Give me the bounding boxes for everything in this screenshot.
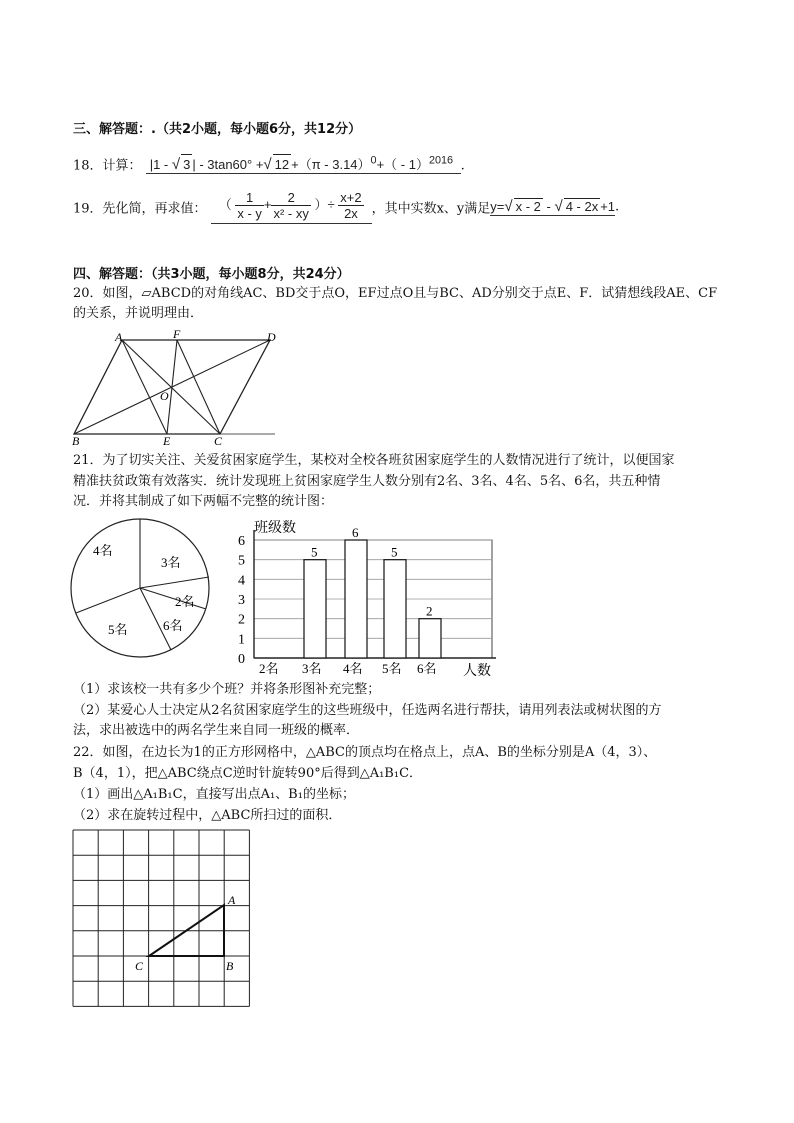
q22-sub2: （2）求在旋转过程中，△ABC所扫过的面积． — [73, 808, 342, 823]
label-O: O — [160, 389, 169, 403]
label-B: B — [72, 434, 80, 445]
grid-label-A: A — [228, 893, 236, 907]
x-tick-6名: 6名 — [417, 661, 437, 676]
parallelogram-figure — [70, 330, 285, 445]
grid-figure — [72, 829, 257, 1011]
q19-frac3-den: 2x — [344, 206, 358, 221]
section4-title: 四、解答题：（共3小题，每小题8分，共24分） — [73, 267, 350, 282]
q18-exp2016: 2016 — [428, 155, 454, 167]
segment-ef — [167, 340, 177, 434]
bar-value-6名: 2 — [426, 603, 433, 619]
pie-divider-2 — [140, 577, 209, 588]
x-tick-2名: 2名 — [259, 661, 279, 676]
segment-cf — [177, 340, 220, 434]
q19-frac2-num: 2 — [271, 190, 310, 206]
q19-lparen: （ — [218, 196, 232, 212]
grid-label-C: C — [135, 959, 144, 973]
q18-root1: 3 — [181, 154, 192, 175]
y-tick-1: 1 — [238, 632, 245, 648]
q21-line2: 精准扶贫政策有效落实．统计发现班上贫困家庭学生人数分别有2名、3名、4名、5名、6名，共五种情 — [73, 474, 661, 489]
q18-part1: |1 - — [149, 157, 172, 173]
q18-label: 18．计算： — [73, 158, 142, 174]
label-C: C — [214, 434, 223, 445]
x-tick-3名: 3名 — [302, 661, 322, 676]
q19-frac1-num: 1 — [235, 190, 264, 206]
label-A: A — [115, 330, 123, 344]
q22-sub1: （1）画出△A₁B₁C，直接写出点A₁、B₁的坐标； — [73, 787, 355, 802]
label-F: F — [173, 330, 181, 341]
q19-cond-root2: 4 - 2x — [565, 199, 599, 214]
q19-rparen: ）÷ — [314, 196, 335, 212]
q18-expression: |1 - √ 3 | - 3tan60° +√ 12 +（π - 3.14）$^0$+（ - 1）$^{2016}$ — [146, 157, 461, 174]
pie-divider-3 — [140, 588, 206, 609]
pie-label-3: 3名 — [161, 555, 181, 570]
pie-chart — [70, 515, 215, 680]
q19-frac2-den: x² - xy — [273, 206, 309, 221]
pie-label-4: 4名 — [93, 543, 113, 558]
q21-sub1: （1）求该校一共有多少个班？并将条形图补充完整； — [73, 682, 381, 697]
bar-4名 — [345, 540, 367, 658]
q18-root2: 12 — [273, 154, 291, 175]
label-D: D — [267, 330, 276, 344]
bar-value-5名: 5 — [391, 544, 398, 560]
q19-frac3-num: x+2 — [340, 190, 362, 205]
q21-line3: 况．并将其制成了如下两幅不完整的统计图： — [73, 494, 334, 509]
q19-cond-end: +1 — [600, 199, 616, 214]
x-tick-5名: 5名 — [382, 661, 402, 676]
q18-part2: | - 3tan60° + — [192, 157, 264, 173]
x-tick-4名: 4名 — [343, 661, 363, 676]
q19-frac3 — [338, 190, 363, 221]
section3-title: 三、解答题：.（共2小题，每小题6分，共12分） — [73, 122, 362, 137]
bar-5名 — [384, 560, 406, 658]
bar-value-4名: 6 — [352, 525, 359, 540]
x-axis-title: 人数 — [463, 664, 491, 679]
bar-value-3名: 5 — [311, 544, 318, 560]
y-tick-0: 0 — [238, 652, 245, 667]
q21-line1: 21．为了切实关注、关爱贫困家庭学生，某校对全校各班贫困家庭学生的人数情况进行了统计，以便国家 — [73, 453, 675, 468]
y-tick-2: 2 — [238, 612, 245, 628]
q19-frac2 — [271, 190, 310, 221]
y-tick-4: 4 — [238, 573, 245, 589]
y-tick-6: 6 — [238, 534, 245, 549]
y-axis-title: 班级数 — [254, 521, 296, 536]
q19-label: 19．先化简，再求值： — [73, 201, 207, 217]
bar-3名 — [304, 560, 326, 658]
bar-6名 — [419, 619, 441, 658]
q19-end: . — [615, 199, 620, 215]
q21-sub2-line1: （2）某爱心人士决定从2名贫困家庭学生的这些班级中，任选两名进行帮扶，请用列表法或树状图的方 — [73, 703, 662, 718]
q18-exp0: 0 — [370, 155, 377, 167]
q19-condition: y=√ x - 2 - √ 4 - 2x +1 — [490, 198, 616, 215]
pie-label-6: 6名 — [163, 618, 183, 633]
q19-cond-y: y= — [490, 199, 505, 214]
q19-frac1-den: x - y — [237, 206, 262, 221]
y-tick-3: 3 — [238, 593, 245, 608]
q19-cond-root1: x - 2 — [515, 199, 541, 214]
q19-expression — [211, 190, 372, 224]
q19-plus: + — [263, 196, 272, 212]
pie-divider-5 — [76, 588, 140, 613]
q22-line2: B（4，1），把△ABC绕点C逆时针旋转90°后得到△A₁B₁C． — [73, 766, 423, 781]
q21-sub2-line2: 法，求出被选中的两名学生来自同一班级的概率． — [73, 723, 360, 738]
q22-line1: 22．如图，在边长为1的正方形网格中，△ABC的顶点均在格点上，点A、B的坐标分别是A（4，3）、 — [73, 745, 657, 760]
q20-line2: 的关系，并说明理由． — [73, 306, 204, 321]
pie-label-5: 5名 — [108, 622, 128, 637]
label-E: E — [163, 434, 171, 445]
grid-label-B: B — [226, 959, 234, 973]
q18-end: . — [460, 158, 465, 174]
question-19 — [73, 190, 619, 224]
q18-part3: +（π - 3.14） — [291, 157, 371, 173]
segment-ae — [122, 340, 167, 434]
y-tick-5: 5 — [238, 553, 245, 569]
bar-chart — [228, 518, 498, 680]
question-18 — [73, 151, 465, 176]
q19-condition-text: ，其中实数x、y满足 — [371, 201, 491, 217]
q19-cond-minus: - — [542, 199, 555, 214]
q18-part4: +（ - 1） — [376, 157, 429, 173]
q19-frac1 — [235, 190, 264, 221]
q20-line1: 20．如图，▱ABCD的对角线AC、BD交于点O，EF过点O且与BC、AD分别交于点E、F．试猜想线段AE、CF — [73, 286, 718, 301]
pie-label-2: 2名 — [175, 594, 195, 609]
